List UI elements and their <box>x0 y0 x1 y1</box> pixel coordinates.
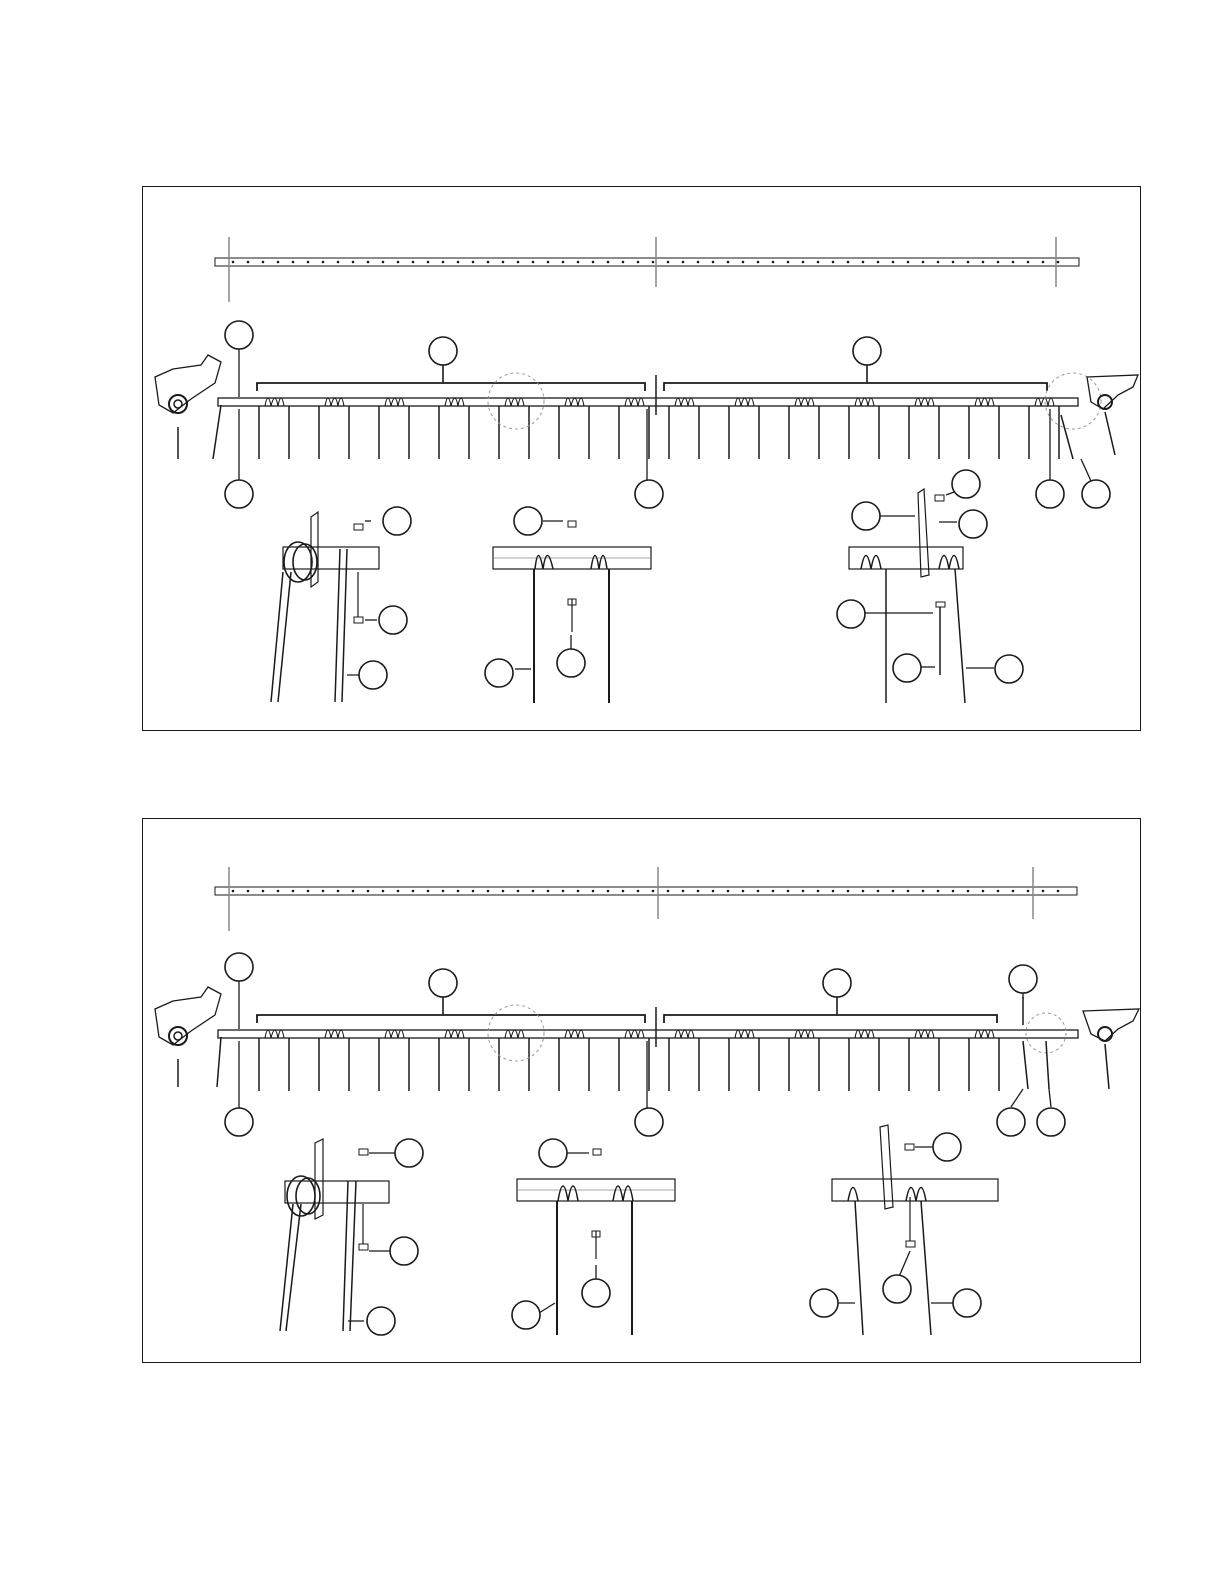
bar-hole <box>337 261 340 264</box>
bar-hole <box>682 890 685 893</box>
tine-pair <box>379 1030 409 1091</box>
callout-c8 <box>383 507 411 535</box>
bar-hole <box>907 890 910 893</box>
bar-hole <box>727 261 730 264</box>
tine-coil <box>265 1030 284 1038</box>
bar-hole <box>967 890 970 893</box>
bar-hole <box>382 261 385 264</box>
bar-hole <box>472 261 475 264</box>
bar-hole <box>697 890 700 893</box>
bar-hole <box>577 261 580 264</box>
bar-hole <box>982 261 985 264</box>
bar-hole <box>1042 890 1045 893</box>
bar-hole <box>592 261 595 264</box>
bar-hole <box>832 890 835 893</box>
bar-hole <box>712 261 715 264</box>
bar-hole <box>577 890 580 893</box>
tine-coil <box>565 1030 584 1038</box>
callout-c16 <box>959 510 987 538</box>
tine-pair <box>1029 398 1059 459</box>
tine-coil <box>735 398 754 406</box>
tine-coil <box>385 398 404 406</box>
main-tine-bar <box>218 398 1078 459</box>
tine-pair <box>909 398 939 459</box>
bar-hole <box>772 890 775 893</box>
bar-hole <box>367 890 370 893</box>
tine-coil <box>265 398 284 406</box>
tine-pair <box>499 1030 529 1091</box>
bar-hole <box>502 890 505 893</box>
bar-hole <box>607 890 610 893</box>
bar-hole <box>262 261 265 264</box>
bar-hole <box>682 261 685 264</box>
tine-pair <box>619 398 649 459</box>
callout-c7 <box>1082 480 1110 508</box>
callout-c2 <box>429 337 457 365</box>
overview-tine-bar <box>215 237 1079 302</box>
tine-pair <box>379 398 409 459</box>
bar-hole <box>442 261 445 264</box>
tine-coil <box>505 1030 524 1038</box>
bar-hole <box>997 261 1000 264</box>
bar-hole <box>337 890 340 893</box>
bar-hole <box>412 890 415 893</box>
bar-hole <box>772 261 775 264</box>
bar-hole <box>877 261 880 264</box>
bar-hole <box>442 890 445 893</box>
tine-coil <box>565 398 584 406</box>
callout-c10 <box>390 1237 418 1265</box>
tine-coil <box>915 398 934 406</box>
assembly-panel-bottom <box>142 818 1141 1363</box>
tine-coil <box>325 1030 344 1038</box>
bar-hole <box>667 890 670 893</box>
bar-hole <box>1012 890 1015 893</box>
bar-hole <box>592 890 595 893</box>
tine-coil <box>385 1030 404 1038</box>
bar-hole <box>367 261 370 264</box>
tine-coil <box>975 1030 994 1038</box>
bar-hole <box>292 261 295 264</box>
bar-hole <box>952 890 955 893</box>
bar-hole <box>307 890 310 893</box>
bar-hole <box>817 261 820 264</box>
bar-hole <box>1057 890 1060 893</box>
bar-hole <box>352 261 355 264</box>
tine-coil <box>675 1030 694 1038</box>
assembly-panel-top <box>142 186 1141 731</box>
bar-hole <box>652 890 655 893</box>
callout-c5 <box>225 1108 253 1136</box>
bar-hole <box>1012 261 1015 264</box>
main-tine-bar <box>218 1030 1078 1091</box>
bar-hole <box>397 261 400 264</box>
bar-hole <box>547 261 550 264</box>
callout-c1 <box>225 321 253 349</box>
tine-coil <box>975 398 994 406</box>
detail-circle-right <box>1045 373 1101 429</box>
tine-coil <box>325 398 344 406</box>
tine-pair <box>969 398 999 459</box>
bar-hole <box>847 890 850 893</box>
bar-hole <box>967 261 970 264</box>
bar-hole <box>637 890 640 893</box>
tine-pair <box>669 398 699 459</box>
bar-hole <box>547 890 550 893</box>
bar-hole <box>652 261 655 264</box>
bar-hole <box>952 261 955 264</box>
bar-hole <box>757 890 760 893</box>
tine-coil <box>675 398 694 406</box>
bar-hole <box>622 261 625 264</box>
callout-c4 <box>1009 965 1037 993</box>
detail-left-end <box>280 1139 389 1331</box>
bar-hole <box>787 261 790 264</box>
callout-c13 <box>557 649 585 677</box>
right-mount-bracket <box>1061 375 1138 459</box>
tine-pair <box>669 1030 699 1091</box>
tine-coil <box>915 1030 934 1038</box>
bar-hole <box>427 890 430 893</box>
bar-hole <box>502 261 505 264</box>
bar-hole <box>232 261 235 264</box>
callout-c12 <box>485 659 513 687</box>
bar-hole <box>562 261 565 264</box>
bar-hole <box>292 890 295 893</box>
tine-pair <box>729 1030 759 1091</box>
tine-coil <box>795 1030 814 1038</box>
bar-hole <box>262 890 265 893</box>
bar-hole <box>1057 261 1060 264</box>
tine-pair <box>499 398 529 459</box>
bar-hole <box>877 890 880 893</box>
tine-pair <box>439 1030 469 1091</box>
callout-c3 <box>853 337 881 365</box>
callout-c18 <box>953 1289 981 1317</box>
tine-pair <box>559 398 589 459</box>
callout-c16 <box>883 1275 911 1303</box>
bar-hole <box>847 261 850 264</box>
callout-c7 <box>997 1108 1025 1136</box>
bar-hole <box>247 261 250 264</box>
tine-pair <box>909 1030 939 1091</box>
assembly-drawing-top <box>143 187 1142 732</box>
bar-hole <box>697 261 700 264</box>
callout-c12 <box>539 1139 567 1167</box>
bar-hole <box>532 261 535 264</box>
bar-hole <box>472 890 475 893</box>
left-mount-bracket <box>155 987 221 1087</box>
bar-hole <box>247 890 250 893</box>
tine-group-brackets <box>257 365 1047 415</box>
callout-c17 <box>837 600 865 628</box>
tine-coil <box>505 398 524 406</box>
bar-hole <box>517 261 520 264</box>
callout-c6 <box>635 1108 663 1136</box>
detail-circle-center <box>488 373 544 429</box>
callout-circles-top <box>225 321 1110 689</box>
callout-c11 <box>514 507 542 535</box>
tine-pair <box>789 398 819 459</box>
callout-c17 <box>810 1289 838 1317</box>
bar-hole <box>427 261 430 264</box>
callout-c15 <box>952 470 980 498</box>
bar-hole <box>937 890 940 893</box>
callout-c9 <box>395 1139 423 1167</box>
tine-coil <box>1035 398 1054 406</box>
bar-hole <box>907 261 910 264</box>
bar-hole <box>922 890 925 893</box>
bar-hole <box>802 890 805 893</box>
left-mount-bracket <box>155 355 221 459</box>
tine-coil <box>855 398 874 406</box>
callout-c8 <box>1037 1108 1065 1136</box>
tine-pair <box>559 1030 589 1091</box>
bar-hole <box>532 890 535 893</box>
tine-coil <box>855 1030 874 1038</box>
bar-hole <box>1027 890 1030 893</box>
bar-hole <box>277 890 280 893</box>
bar-hole <box>862 261 865 264</box>
detail-circle-center <box>488 1005 544 1061</box>
bar-hole <box>727 890 730 893</box>
bar-hole <box>622 890 625 893</box>
bar-hole <box>397 890 400 893</box>
tine-coil <box>735 1030 754 1038</box>
bar-hole <box>352 890 355 893</box>
tine-pair <box>259 1030 289 1091</box>
tine-pair <box>319 1030 349 1091</box>
bar-hole <box>457 890 460 893</box>
tine-coil <box>795 398 814 406</box>
callout-c15 <box>933 1133 961 1161</box>
tine-pair <box>259 398 289 459</box>
bar-hole <box>832 261 835 264</box>
callout-c19 <box>995 655 1023 683</box>
tine-pair <box>319 398 349 459</box>
bar-hole <box>277 261 280 264</box>
callout-c5 <box>635 480 663 508</box>
bar-hole <box>1027 261 1030 264</box>
assembly-drawing-bottom <box>143 819 1142 1364</box>
tine-pair <box>439 398 469 459</box>
tine-pair <box>729 398 759 459</box>
tine-group-brackets <box>257 997 1023 1047</box>
bar-hole <box>487 261 490 264</box>
bar-hole <box>922 261 925 264</box>
right-mount-bracket <box>1023 1009 1139 1089</box>
bar-hole <box>667 261 670 264</box>
bar-hole <box>517 890 520 893</box>
bar-hole <box>1042 261 1045 264</box>
bar-hole <box>757 261 760 264</box>
callout-c13 <box>512 1301 540 1329</box>
tine-pair <box>849 398 879 459</box>
bar-hole <box>802 261 805 264</box>
bar-hole <box>817 890 820 893</box>
tine-coil <box>445 1030 464 1038</box>
bar-hole <box>892 261 895 264</box>
tine-pair <box>789 1030 819 1091</box>
bar-hole <box>307 261 310 264</box>
bar-hole <box>322 261 325 264</box>
callout-c11 <box>367 1307 395 1335</box>
callout-c2 <box>429 969 457 997</box>
callout-circles-bottom <box>225 953 1065 1335</box>
bar-hole <box>562 890 565 893</box>
tine-coil <box>625 1030 644 1038</box>
bar-hole <box>637 261 640 264</box>
bar-hole <box>982 890 985 893</box>
bar-hole <box>382 890 385 893</box>
tine-pair <box>849 1030 879 1091</box>
tine-pair <box>619 1030 649 1091</box>
bar-hole <box>892 890 895 893</box>
tine-pair <box>969 1030 999 1091</box>
bar-hole <box>997 890 1000 893</box>
bar-hole <box>322 890 325 893</box>
callout-c9 <box>379 606 407 634</box>
bar-hole <box>412 261 415 264</box>
callout-c4 <box>225 480 253 508</box>
bar-hole <box>787 890 790 893</box>
callout-c6 <box>1036 480 1064 508</box>
bar-hole <box>937 261 940 264</box>
overview-tine-bar <box>215 867 1077 931</box>
bar-hole <box>742 261 745 264</box>
tine-coil <box>445 398 464 406</box>
tine-coil <box>625 398 644 406</box>
callout-c18 <box>893 654 921 682</box>
callout-c10 <box>359 661 387 689</box>
callout-c1 <box>225 953 253 981</box>
bar-hole <box>607 261 610 264</box>
bar-hole <box>457 261 460 264</box>
callout-c14 <box>852 502 880 530</box>
bar-hole <box>487 890 490 893</box>
bar-hole <box>742 890 745 893</box>
bar-hole <box>232 890 235 893</box>
callout-c3 <box>823 969 851 997</box>
bar-hole <box>862 890 865 893</box>
callout-c14 <box>582 1279 610 1307</box>
bar-hole <box>712 890 715 893</box>
